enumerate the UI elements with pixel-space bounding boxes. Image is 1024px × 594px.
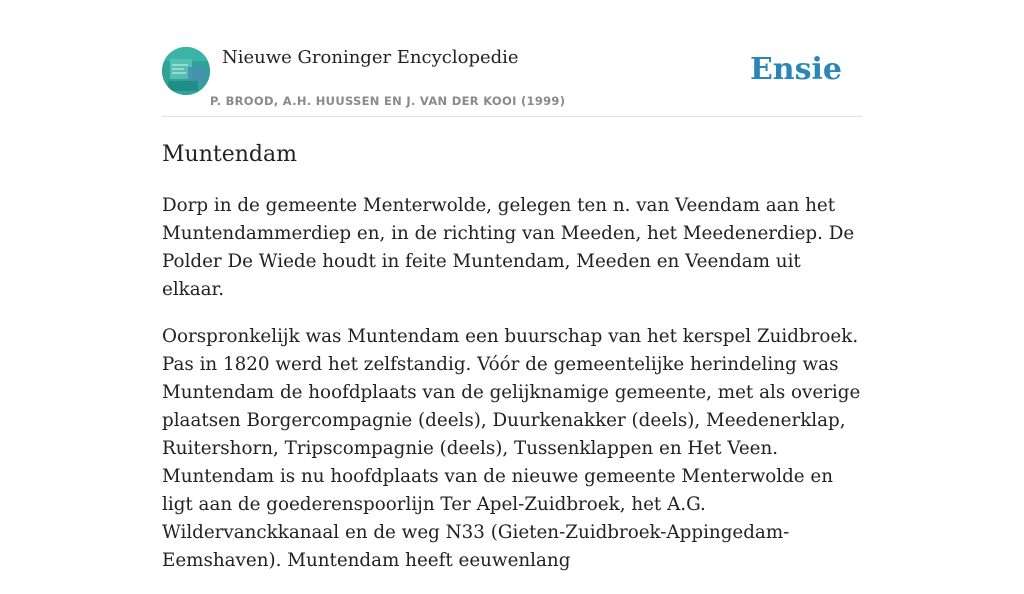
article-paragraph: Dorp in de gemeente Menterwolde, gelegen ten n. van Veendam aan het Muntendammerdiep en, in de richting van Meeden, het Meedenerdiep. De Polder De Wiede houdt in feite Muntendam, Meeden en Veendam uit elkaar. (162, 195, 855, 300)
book-title[interactable]: Nieuwe Groninger Encyclopedie (222, 47, 519, 68)
book-cover-icon[interactable] (162, 47, 210, 95)
article-paragraph: Oorspronkelijk was Muntendam een buurschap van het kerspel Zuidbroek. Pas in 1820 werd het zelfstandig. Vóór de gemeentelijke herindeling was Muntendam de hoofdplaats van de gelijknamige gemeente, met als overige plaatsen Borgercompagnie (deels), Duurkenakker (deels), Meedenerklap, Ruitershorn, Tripscompagnie (deels), Tussenklappen en Het Veen. Muntendam is nu hoofdplaats van de nieuwe gemeente Menterwolde en ligt aan de goederenspoorlijn Ter Apel-Zuidbroek, het A.G. Wildervanckkanaal en de weg N33 (Gieten-Zuidbroek-Appingedam-Eemshaven). Muntendam heeft eeuwenlang (162, 326, 861, 571)
entry-title: Muntendam (162, 142, 297, 167)
book-authors: P. BROOD, A.H. HUUSSEN EN J. VAN DER KOOI (1999) (210, 94, 566, 108)
page (162, 0, 862, 571)
brand-logo[interactable]: Ensie (749, 52, 842, 87)
header (162, 0, 862, 117)
article-content (162, 192, 862, 594)
